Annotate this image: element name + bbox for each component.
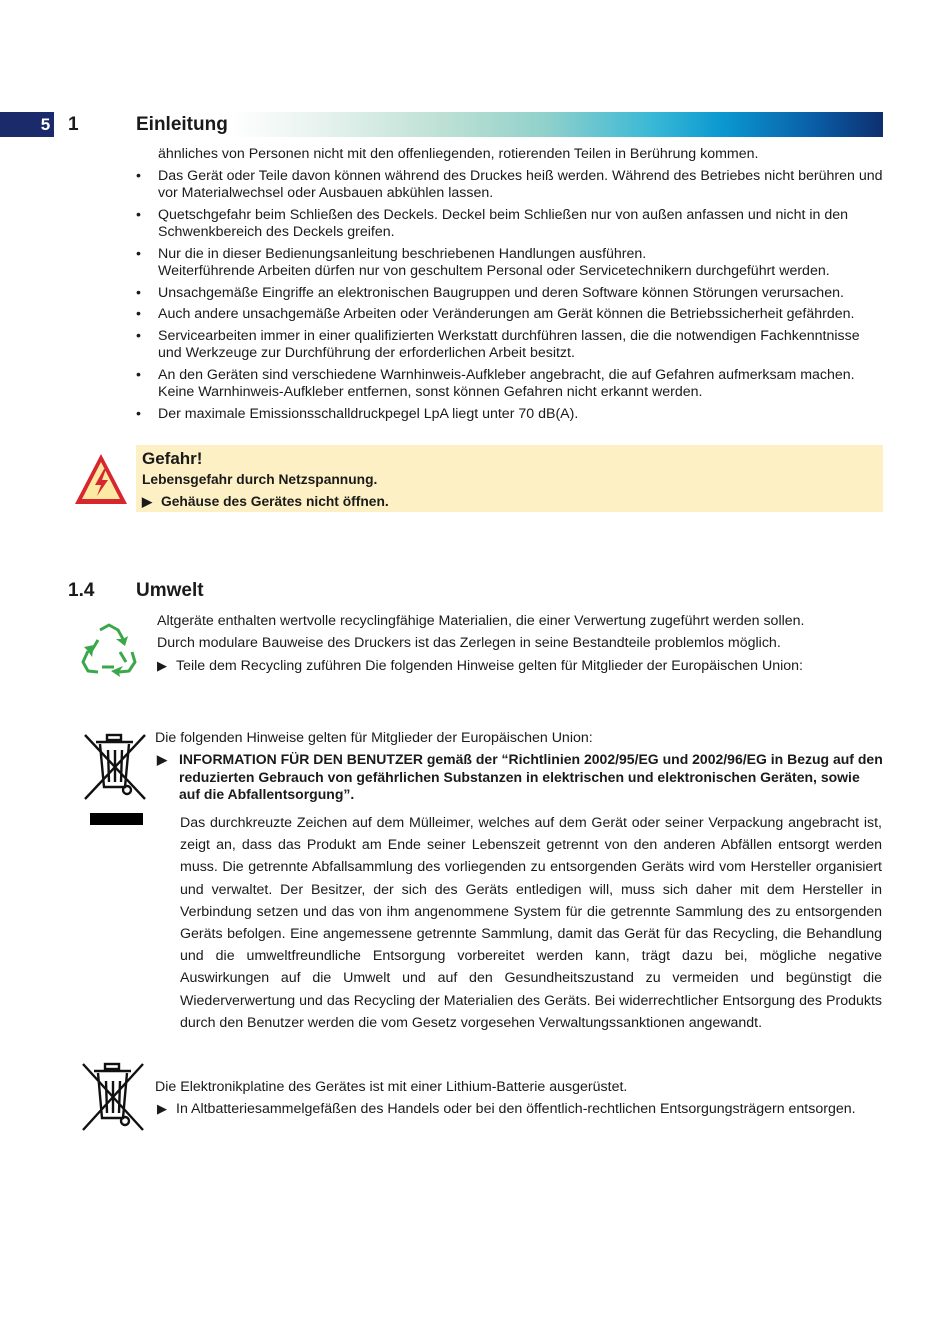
list-item: • Auch andere unsachgemäße Arbeiten oder Veränderungen am Gerät können die Betriebssicherheit gefährden. [136, 306, 855, 322]
environment-line-1: Altgeräte enthalten wertvolle recyclingfähige Materialien, die einer Verwertung zugeführt werden sollen. [157, 613, 805, 629]
arrow-icon: ▶ [157, 1101, 167, 1116]
safety-bullet-list [136, 146, 884, 427]
weee-lead: Die folgenden Hinweise gelten für Mitglieder der Europäischen Union: [155, 730, 593, 746]
environment-line-2: Durch modulare Bauweise des Druckers ist das Zerlegen in seine Bestandteile problemlos möglich. [157, 635, 781, 651]
continuation-text: ähnliches von Personen nicht mit den offenliegenden, rotierenden Teilen in Berührung kommen. [158, 146, 759, 162]
danger-title: Gefahr! [142, 449, 203, 468]
list-item: • Quetschgefahr beim Schließen des Deckels. Deckel beim Schließen nur von außen anfassen und nicht in den Schwenkbereich des Deckels greifen. [136, 206, 849, 240]
environment-action: ▶ Teile dem Recycling zuführen Die folgenden Hinweise gelten für Mitglieder der Europäischen Union: [157, 658, 803, 674]
page-number: 5 [0, 112, 54, 137]
crossed-battery-bin-icon [80, 1061, 146, 1133]
arrow-icon: ▶ [142, 494, 152, 509]
list-item: • Der maximale Emissionsschalldruckpegel LpA liegt unter 70 dB(A). [136, 405, 579, 422]
crossed-bin-icon [82, 732, 148, 802]
section-number: 1.4 [68, 580, 95, 601]
list-item: • An den Geräten sind verschiedene Warnhinweis-Aufkleber angebracht, die auf Gefahren aufmerksam machen. Keine Warnhinweis-Aufkleber entfernen, sonst können Gefahren nicht erkannt werden. [136, 366, 855, 400]
list-item: • Unsachgemäße Eingriffe an elektronischen Baugruppen und deren Software können Störungen verursachen. [136, 284, 844, 301]
danger-subtitle: Lebensgefahr durch Netzspannung. [142, 472, 378, 487]
battery-action: ▶ In Altbatteriesammelgefäßen des Handels oder bei den öffentlich-rechtlichen Entsorgungsträgern entsorgen. [157, 1101, 856, 1117]
weee-information: ▶ INFORMATION FÜR DEN BENUTZER gemäß der “Richtlinien 2002/95/EG und 2002/96/EG in Bezug auf den reduzierten Gebrauch von gefährlichen Substanzen in elektrischen und elektronischen Geräten, sowie auf die Abfallentsorgung”. [157, 751, 883, 802]
chapter-title: Einleitung [136, 114, 228, 135]
weee-black-bar [90, 813, 143, 825]
chapter-number: 1 [68, 114, 79, 135]
list-item: • Servicearbeiten immer in einer qualifizierten Werkstatt durchführen lassen, die die notwendigen Fachkenntnisse und Werkzeuge zur Durchführung der erforderlichen Arbeit besitzt. [136, 327, 860, 361]
recycling-icon [80, 622, 138, 677]
battery-lead: Die Elektronikplatine des Gerätes ist mit einer Lithium-Batterie ausgerüstet. [155, 1079, 628, 1095]
arrow-icon: ▶ [157, 658, 167, 673]
arrow-icon: ▶ [157, 752, 167, 767]
high-voltage-warning-icon [73, 452, 129, 508]
weee-body-text: Das durchkreuzte Zeichen auf dem Mülleimer, welches auf dem Gerät oder seiner Verpackung angebracht ist, zeigt an, dass das Produkt am Ende seiner Lebenszeit getrennt von den anderen Abfällen entsorgt werden muss. Die getrennte Abfallsammlung des vorliegenden zu entsorgenden Geräts wird vom Hersteller organisiert und verwaltet. Der Besitzer, der sich des Geräts entledigen will, muss sich daher mit dem Hersteller in Verbindung setzen und das von ihm angenommene System für die getrennte Sammlung des zu entsorgenden Geräts befolgen. Eine angemessene getrennte Sammlung, damit das Gerät für das Recycling, die Behandlung und die umweltfreundliche Entsorgung vorbereitet werden kann, trägt dazu bei, mögliche negative Auswirkungen auf die Umwelt und auf den Gesundheitszustand zu vermeiden und begünstigt die Wiederverwertung und das Recycling der Materialien des Geräts. Bei widerrechtlicher Entsorgung des Produkts durch den Benutzer werden die vom Gesetz vorgesehen Verwaltungssanktionen angewandt. [180, 815, 882, 1031]
list-item: • Nur die in dieser Bedienungsanleitung beschriebenen Handlungen ausführen. Weiterführende Arbeiten dürfen nur von geschultem Personal oder Servicetechnikern durchgeführt werden. [136, 245, 830, 279]
chapter-header-bar [0, 112, 883, 137]
section-title: Umwelt [136, 580, 204, 601]
danger-action: ▶ Gehäuse des Gerätes nicht öffnen. [142, 494, 389, 509]
list-item: • Das Gerät oder Teile davon können während des Druckes heiß werden. Während des Betriebes nicht berühren und vor Materialwechsel oder Ausbauen abkühlen lassen. [136, 167, 883, 201]
